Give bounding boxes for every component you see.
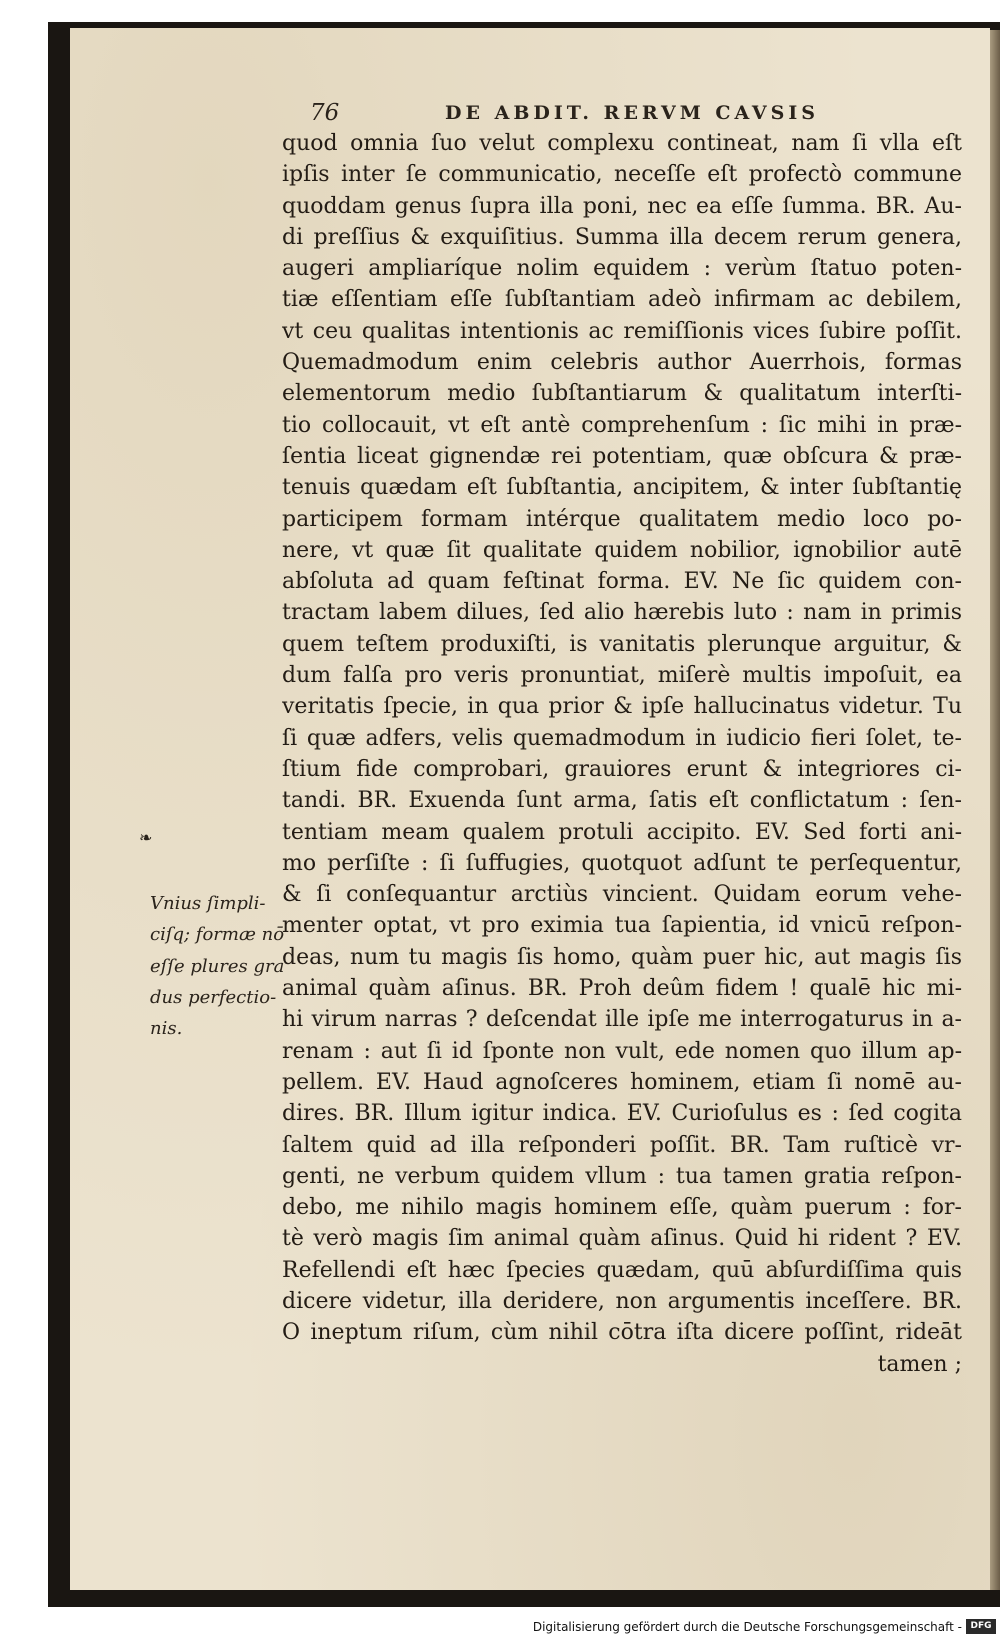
text-line: tentiam meam qualem protuli accipito. EV. Sed forti ani- [282,819,962,845]
funding-credit: Digitalisierung gefördert durch die Deutsche Forschungsgemeinschaft - [532,1620,962,1634]
text-line: dum falſa pro veris pronuntiat, miſerè multis impoſuit, ea [282,663,962,689]
margin-note-line: nis. [150,1018,183,1040]
margin-note-line: Vnius ſimpli- [150,893,266,914]
text-line: deas, num tu magis ſis homo, quàm puer hic, aut magis ſis [282,944,962,970]
text-line: quem teſtem produxiſti, is vanitatis plerunque arguitur, & [282,631,962,657]
text-line: tè verò magis ſim animal quàm aſinus. Quid hi rident ? EV. [282,1226,962,1252]
text-line: debo, me nihilo magis hominem eſſe, quàm puerum : for- [282,1195,962,1221]
text-line: participem formam intérque qualitatem medio loco po- [282,506,962,532]
margin-note-line: eſſe plures gra [150,955,285,977]
text-line: augeri ampliaríque nolim equidem : verùm ſtatuo poten- [282,256,962,282]
text-line: tandi. BR. Exuenda ſunt arma, ſatis eſt conflictatum : ſen- [282,788,962,814]
text-line: dires. BR. Illum igitur indica. EV. Curioſulus es : ſed cogita [282,1101,962,1127]
running-head: DE ABDIT. RERVM CAVSIS [445,102,819,124]
text-line: O ineptum riſum, cùm nihil cōtra iſta dicere poſſint, rideāt [282,1320,962,1346]
text-line: hi virum narras ? deſcendat ille ipſe me interrogaturus in a- [282,1007,962,1033]
text-line: quoddam genus ſupra illa poni, nec ea eſſe ſumma. BR. Au- [282,193,962,219]
text-line: tiæ eſſentiam eſſe ſubſtantiam adeò infirmam ac debilem, [282,287,962,313]
text-line: menter optat, vt pro eximia tua ſapientia, id vnicū reſpon- [282,913,962,939]
text-line: nere, vt quæ ſit qualitate quidem nobilior, ignobilior autē [282,537,962,563]
text-line: genti, ne verbum quidem vllum : tua tamen gratia reſpon- [282,1163,962,1189]
text-line: & ſi conſequantur arctiùs vincient. Quidam eorum vehe- [282,882,962,908]
text-line: abſoluta ad quam feſtinat forma. EV. Ne ſic quidem con- [282,569,962,595]
text-line: ipſis inter ſe communicatio, neceſſe eſt profectò commune [282,162,962,188]
margin-mark: ❧ [139,828,153,847]
text-line: veritatis ſpecie, in qua prior & ipſe hallucinatus videtur. Tu [282,694,962,720]
page-number: 76 [310,100,340,126]
text-line: tio collocauit, vt eſt antè comprehenſum : ſic mihi in præ- [282,412,962,438]
text-line: vt ceu qualitas intentionis ac remiſſionis vices ſubire poſſit. [282,318,962,344]
text-line: tenuis quædam eſt ſubſtantia, ancipitem, & inter ſubſtantię [282,475,962,501]
text-line: ſi quæ adfers, velis quemadmodum in iudicio fieri ſolet, te- [282,725,962,751]
text-line: Refellendi eſt hæc ſpecies quædam, quū abſurdiſſima quis [282,1257,962,1283]
text-line: di preſſius & exquiſitius. Summa illa decem rerum genera, [282,224,962,250]
text-line: animal quàm aſinus. BR. Proh deûm fidem ! qualē hic mi- [282,976,962,1002]
footer-bar [0,1612,1000,1643]
margin-note-line: dus perfectio- [150,986,277,1008]
text-line: pellem. EV. Haud agnoſceres hominem, etiam ſi nomē au- [282,1069,962,1095]
text-line: renam : aut ſi id ſponte non vult, ede nomen quo illum ap- [282,1038,962,1064]
text-line: elementorum medio ſubſtantiarum & qualitatum interſti- [282,381,962,407]
text-line: ſaltem quid ad illa reſponderi poſſit. BR. Tam ruſticè vr- [282,1132,962,1158]
body-text [282,128,962,1380]
text-line: dicere videtur, illa deridere, non argumentis inceſſere. BR. [282,1288,962,1314]
margin-note-line: ciſq; formæ nō [150,924,285,946]
dfg-logo: DFG [966,1619,996,1634]
text-line: ſentia liceat gignendæ rei potentiam, quæ obſcura & præ- [282,443,962,469]
text-line: tractam labem dilues, ſed alio hærebis luto : nam in primis [282,600,962,626]
text-line: mo perſiſte : ſi ſuffugies, quotquot adſunt te perſequentur, [282,850,962,876]
text-line: tamen ; [877,1351,962,1377]
margin-note [150,888,290,1044]
text-line: Quemadmodum enim celebris author Auerrhois, formas [282,350,962,376]
text-line: quod omnia ſuo velut complexu contineat, nam ſi vlla eſt [282,131,962,156]
text-line: ſtium fide comprobari, grauiores erunt & integriores ci- [282,756,962,782]
page-header [310,100,855,130]
